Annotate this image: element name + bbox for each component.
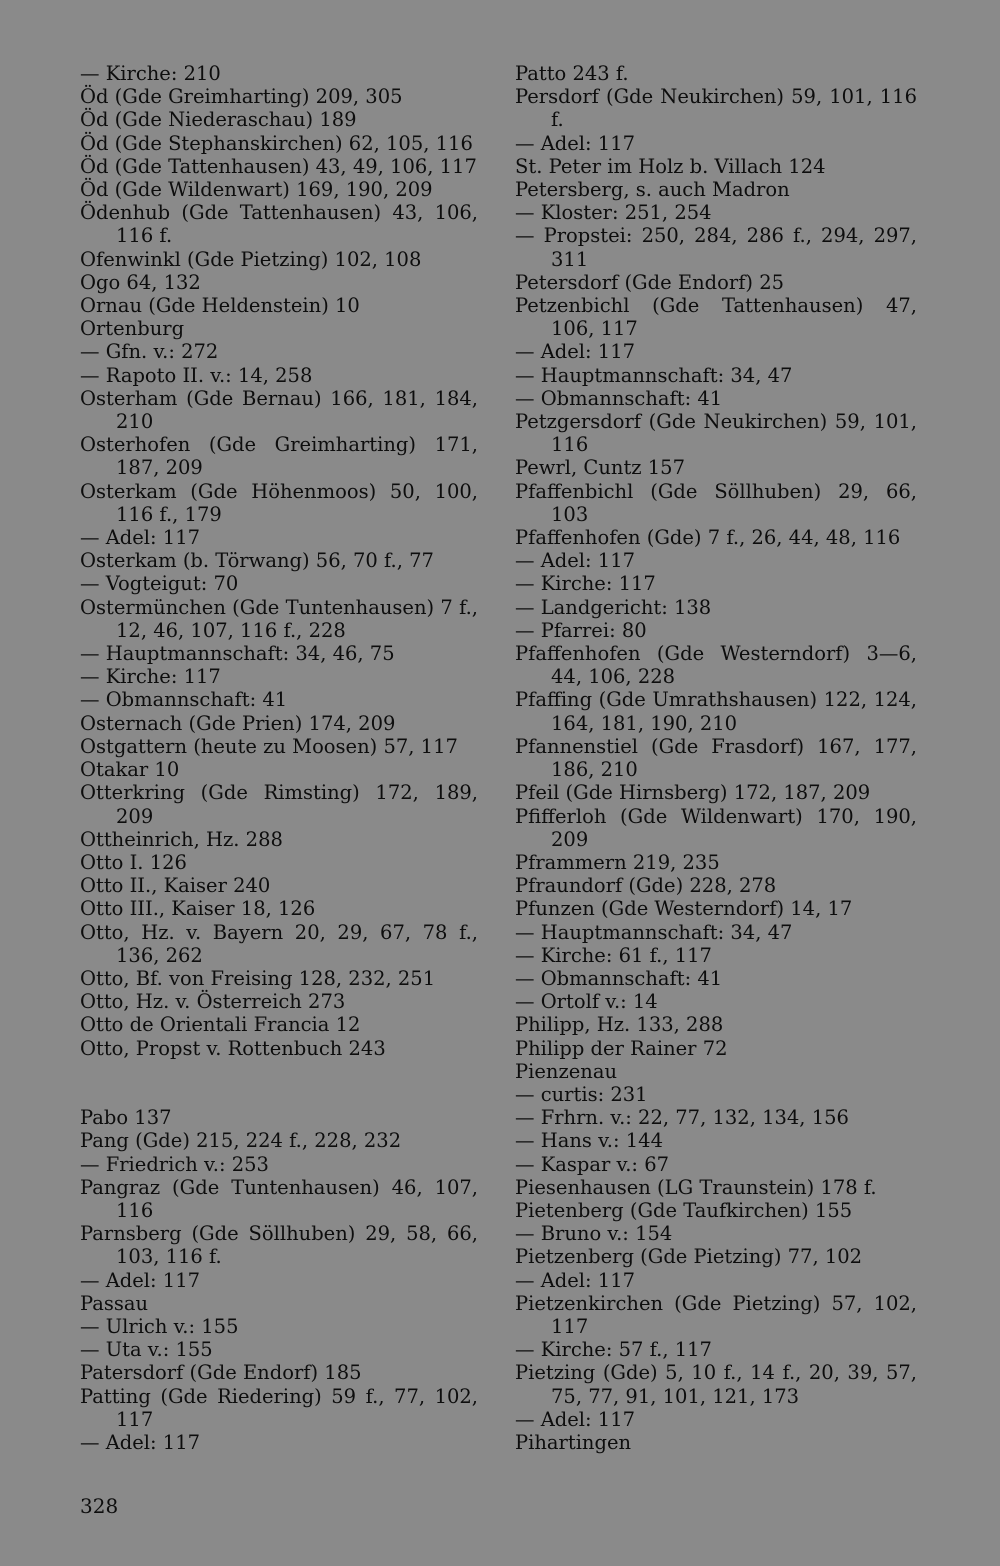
index-entry: Öd (Gde Niederaschau) 189 xyxy=(80,108,357,132)
index-entry: — Hauptmannschaft: 34, 47 xyxy=(515,363,793,387)
index-entry: Osterham (Gde Bernau) 166, 181, 184, 210 xyxy=(80,386,478,434)
index-entry: — Kirche: 61 f., 117 xyxy=(515,943,712,967)
index-entry: Pfraundorf (Gde) 228, 278 xyxy=(515,874,777,898)
index-entry: Otto III., Kaiser 18, 126 xyxy=(80,897,316,921)
index-entry: Osterkam (b. Törwang) 56, 70 f., 77 xyxy=(80,549,434,573)
index-entry: Ottheinrich, Hz. 288 xyxy=(80,827,283,851)
index-entry: Pietzenkirchen (Gde Pietzing) 57, 102, 117 xyxy=(515,1291,917,1338)
index-entry: Ofenwinkl (Gde Pietzing) 102, 108 xyxy=(80,247,422,271)
index-entry: — Kirche: 117 xyxy=(80,665,221,689)
index-entry: — Adel: 117 xyxy=(515,340,636,364)
index-entry: Otto, Hz. v. Bayern 20, 29, 67, 78 f., 136, 262 xyxy=(80,920,478,967)
index-entry: Petzgersdorf (Gde Neukirchen) 59, 101, 116 xyxy=(515,410,917,457)
index-entry: — Friedrich v.: 253 xyxy=(80,1152,269,1176)
index-entry: — Ulrich v.: 155 xyxy=(80,1314,239,1338)
index-entry: — Gfn. v.: 272 xyxy=(80,340,219,364)
index-entry: Otto II., Kaiser 240 xyxy=(80,874,271,898)
index-entry: — Adel: 117 xyxy=(515,549,636,573)
index-entry: Osternach (Gde Prien) 174, 209 xyxy=(80,711,396,735)
index-entry: Patting (Gde Riedering) 59 f., 77, 102, 117 xyxy=(80,1384,478,1431)
index-entry: — Adel: 117 xyxy=(515,1268,636,1292)
index-entry: — Bruno v.: 154 xyxy=(515,1222,673,1246)
index-entry: — Adel: 117 xyxy=(80,1430,201,1454)
index-entry: Passau xyxy=(80,1291,149,1315)
index-entry: — Adel: 117 xyxy=(515,131,636,155)
index-entry: Pfannenstiel (Gde Frasdorf) 167, 177, 186, 210 xyxy=(515,734,917,782)
index-entry: — Propstei: 250, 284, 286 f., 294, 297, 311 xyxy=(515,224,917,271)
index-entry: Pietenberg (Gde Taufkirchen) 155 xyxy=(515,1198,853,1222)
index-entry: — Hauptmannschaft: 34, 47 xyxy=(515,920,793,944)
index-entry: Pienzenau xyxy=(515,1059,618,1083)
index-entry: Osterkam (Gde Höhenmoos) 50, 100, 116 f., 179 xyxy=(80,479,478,526)
index-entry: — Kirche: 117 xyxy=(515,572,656,596)
index-entry: Öd (Gde Wildenwart) 169, 190, 209 xyxy=(80,178,433,202)
index-entry: Philipp der Rainer 72 xyxy=(515,1036,728,1060)
index-entry: Ortenburg xyxy=(80,317,185,341)
index-entry: — Rapoto II. v.: 14, 258 xyxy=(80,363,313,387)
index-entry: — Kirche: 57 f., 117 xyxy=(515,1338,712,1362)
index-column-right xyxy=(515,62,917,1454)
index-entry: Otto, Hz. v. Österreich 273 xyxy=(80,990,346,1014)
index-entry: — Vogteigut: 70 xyxy=(80,572,239,596)
index-column-left xyxy=(80,62,478,1454)
index-entry: Patersdorf (Gde Endorf) 185 xyxy=(80,1361,362,1385)
index-entry: Petersdorf (Gde Endorf) 25 xyxy=(515,270,785,294)
index-entry: — Obmannschaft: 41 xyxy=(515,966,723,990)
index-entry: — Adel: 117 xyxy=(80,1268,201,1292)
index-entry: Öd (Gde Stephanskirchen) 62, 105, 116 xyxy=(80,131,473,155)
index-entry: — Adel: 117 xyxy=(80,526,201,550)
index-entry: Ostgattern (heute zu Moosen) 57, 117 xyxy=(80,734,458,758)
page-number: 328 xyxy=(80,1494,119,1518)
index-entry: Öd (Gde Tattenhausen) 43, 49, 106, 117 xyxy=(80,154,477,178)
index-entry: Petersberg, s. auch Madron xyxy=(515,178,790,202)
index-entry: Pihartingen xyxy=(515,1430,632,1454)
index-entry: Patto 243 f. xyxy=(515,62,629,85)
index-entry: Pang (Gde) 215, 224 f., 228, 232 xyxy=(80,1129,402,1153)
index-entry: Otto I. 126 xyxy=(80,850,187,874)
index-entry: — Kloster: 251, 254 xyxy=(515,201,712,225)
index-entry: Ödenhub (Gde Tattenhausen) 43, 106, 116 f. xyxy=(80,201,478,248)
index-entry: — Obmannschaft: 41 xyxy=(80,688,288,712)
index-entry: Philipp, Hz. 133, 288 xyxy=(515,1013,724,1037)
index-entry: Öd (Gde Greimharting) 209, 305 xyxy=(80,85,403,109)
index-entry: — Kirche: 210 xyxy=(80,62,221,85)
index-entry: Pfaffenhofen (Gde) 7 f., 26, 44, 48, 116 xyxy=(515,526,901,550)
index-entry: Otto de Orientali Francia 12 xyxy=(80,1013,361,1037)
index-entry: Pfaffenbichl (Gde Söllhuben) 29, 66, 103 xyxy=(515,479,917,526)
index-entry: Otakar 10 xyxy=(80,758,180,782)
index-entry: — curtis: 231 xyxy=(515,1082,648,1106)
index-entry: Pietzing (Gde) 5, 10 f., 14 f., 20, 39, 57, 75, 77, 91, 101, 121, 173 xyxy=(515,1361,917,1408)
index-entry: Pfifferloh (Gde Wildenwart) 170, 190, 209 xyxy=(515,804,917,851)
index-entry: — Obmannschaft: 41 xyxy=(515,386,723,410)
index-entry: Pfaffing (Gde Umrathshausen) 122, 124, 164, 181, 190, 210 xyxy=(515,688,917,735)
index-entry: Pfaffenhofen (Gde Westerndorf) 3—6, 44, 106, 228 xyxy=(515,642,917,689)
index-entry: Petzenbichl (Gde Tattenhausen) 47, 106, 117 xyxy=(515,294,917,341)
index-entry: Persdorf (Gde Neukirchen) 59, 101, 116 f. xyxy=(515,85,917,132)
index-entry: Ogo 64, 132 xyxy=(80,270,201,294)
index-entry: Otto, Propst v. Rottenbuch 243 xyxy=(80,1036,386,1060)
index-entry: Pfunzen (Gde Westerndorf) 14, 17 xyxy=(515,897,853,921)
index-entry: Parnsberg (Gde Söllhuben) 29, 58, 66, 103, 116 f. xyxy=(80,1222,478,1269)
index-entry: — Ortolf v.: 14 xyxy=(515,990,658,1014)
index-entry: Pewrl, Cuntz 157 xyxy=(515,456,685,480)
index-entry: Osterhofen (Gde Greimharting) 171, 187, 209 xyxy=(80,433,478,480)
section-gap xyxy=(80,1060,478,1106)
index-entry: St. Peter im Holz b. Villach 124 xyxy=(515,154,826,178)
index-entry: Pietzenberg (Gde Pietzing) 77, 102 xyxy=(515,1245,863,1269)
index-entry: Ostermünchen (Gde Tuntenhausen) 7 f., 12, 46, 107, 116 f., 228 xyxy=(80,595,478,642)
index-entry: — Pfarrei: 80 xyxy=(515,618,647,642)
index-entry: Pfeil (Gde Hirnsberg) 172, 187, 209 xyxy=(515,781,871,805)
index-entry: — Landgericht: 138 xyxy=(515,595,712,619)
index-entry: Pabo 137 xyxy=(80,1106,172,1130)
index-entry: Ornau (Gde Heldenstein) 10 xyxy=(80,294,360,318)
index-entry: Otto, Bf. von Freising 128, 232, 251 xyxy=(80,966,436,990)
index-entry: Pangraz (Gde Tuntenhausen) 46, 107, 116 xyxy=(80,1175,478,1222)
index-entry: Pframmern 219, 235 xyxy=(515,850,720,874)
index-entry: Piesenhausen (LG Traunstein) 178 f. xyxy=(515,1175,877,1199)
index-entry: — Uta v.: 155 xyxy=(80,1338,213,1362)
index-entry: — Hauptmannschaft: 34, 46, 75 xyxy=(80,642,395,666)
index-entry: — Hans v.: 144 xyxy=(515,1129,663,1153)
index-entry: — Kaspar v.: 67 xyxy=(515,1152,670,1176)
index-entry: — Frhrn. v.: 22, 77, 132, 134, 156 xyxy=(515,1106,849,1130)
index-entry: — Adel: 117 xyxy=(515,1407,636,1431)
index-entry: Otterkring (Gde Rimsting) 172, 189, 209 xyxy=(80,781,478,828)
